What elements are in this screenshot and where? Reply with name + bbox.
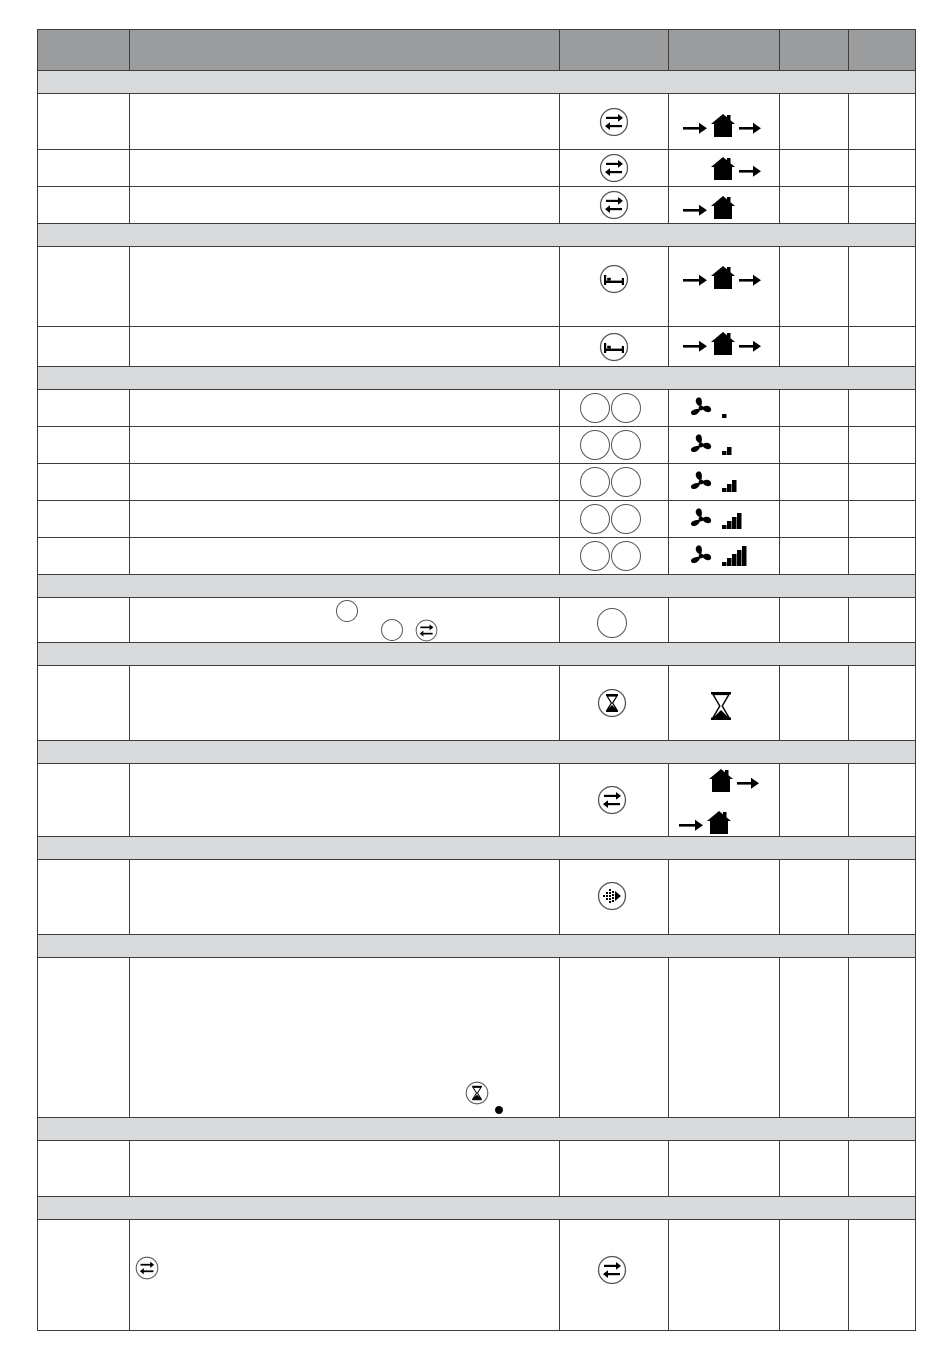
section-header [37, 366, 916, 390]
table-row [37, 764, 916, 837]
table-row [37, 187, 916, 224]
empty-circle-button-icon[interactable] [611, 467, 641, 497]
table-row [37, 390, 916, 427]
house-inflow-icon [683, 193, 763, 221]
exchange-arrows-icon[interactable] [597, 785, 627, 815]
header-cell [560, 30, 669, 70]
house-inflow-icon [679, 808, 759, 836]
speed-bar [742, 546, 747, 566]
hourglass-icon[interactable] [597, 688, 627, 718]
section-header [37, 934, 916, 958]
speed-bar [727, 558, 732, 566]
filter-icon[interactable] [597, 881, 627, 911]
empty-circle-button-icon[interactable] [580, 467, 610, 497]
header-cell [849, 30, 915, 70]
table-row [37, 94, 916, 150]
section-header [37, 642, 916, 666]
table-row [37, 464, 916, 501]
hourglass-icon [709, 691, 733, 721]
exchange-arrows-icon [415, 619, 438, 642]
house-inflow-outflow-icon [683, 263, 763, 291]
empty-circle-button-icon[interactable] [580, 393, 610, 423]
exchange-arrows-icon[interactable] [597, 1255, 627, 1285]
speed-bar [732, 517, 737, 529]
header-cell [38, 30, 130, 70]
empty-circle-button-icon [336, 600, 358, 622]
exchange-arrows-icon[interactable] [599, 153, 629, 183]
table-row [37, 538, 916, 575]
speed-bar [722, 488, 727, 492]
section-header [37, 70, 916, 94]
table-row [37, 501, 916, 538]
empty-circle-button-icon [381, 619, 403, 641]
exchange-arrows-icon[interactable] [599, 107, 629, 137]
empty-circle-button-icon[interactable] [611, 393, 641, 423]
header-cell [780, 30, 849, 70]
empty-circle-button-icon[interactable] [611, 430, 641, 460]
table-row [37, 1141, 916, 1197]
table-row [37, 958, 916, 1118]
header-cell [130, 30, 560, 70]
fan-icon [691, 434, 711, 452]
house-inflow-outflow-icon [683, 329, 763, 357]
fan-icon [691, 397, 711, 415]
speed-bar [732, 480, 737, 492]
empty-circle-button-icon[interactable] [611, 504, 641, 534]
table-row [37, 150, 916, 187]
speed-bar [737, 513, 742, 529]
table-row [37, 666, 916, 741]
fan-icon [691, 508, 711, 526]
table-row [37, 598, 916, 643]
table-header-row [37, 29, 916, 71]
speed-bar [722, 562, 727, 566]
speed-bar [732, 554, 737, 566]
section-header [37, 223, 916, 247]
fan-icon [691, 545, 711, 563]
speed-bar [727, 447, 732, 455]
fan-icon [691, 471, 711, 489]
empty-circle-button-icon[interactable] [580, 430, 610, 460]
bed-icon[interactable] [599, 264, 629, 294]
speed-bar [722, 525, 727, 529]
section-header [37, 1117, 916, 1141]
fan-speed-indicator [689, 468, 759, 496]
header-cell [669, 30, 780, 70]
house-inflow-outflow-icon [683, 111, 763, 139]
fan-speed-indicator [689, 505, 759, 533]
table-row [37, 860, 916, 935]
section-header [37, 836, 916, 860]
table-row [37, 327, 916, 367]
empty-circle-button-icon[interactable] [597, 608, 627, 638]
section-header [37, 574, 916, 598]
table-row [37, 1220, 916, 1331]
bed-icon[interactable] [599, 332, 629, 362]
empty-circle-button-icon[interactable] [611, 541, 641, 571]
house-outflow-icon [683, 154, 763, 182]
hourglass-icon [465, 1081, 489, 1105]
speed-bar [722, 451, 727, 455]
exchange-arrows-icon[interactable] [599, 190, 629, 220]
section-header [37, 1196, 916, 1220]
speed-bar [722, 414, 727, 418]
fan-speed-indicator [689, 431, 759, 459]
exchange-arrows-icon [135, 1256, 159, 1280]
empty-circle-button-icon[interactable] [580, 504, 610, 534]
fan-speed-indicator [689, 394, 759, 422]
house-outflow-icon [681, 766, 761, 794]
speed-bar [737, 550, 742, 566]
empty-circle-button-icon[interactable] [580, 541, 610, 571]
section-header [37, 740, 916, 764]
speed-bar [727, 521, 732, 529]
table-row [37, 427, 916, 464]
speed-bar [727, 484, 732, 492]
table-row [37, 247, 916, 327]
fan-speed-indicator [689, 542, 759, 570]
bullet-dot-icon [495, 1106, 503, 1114]
